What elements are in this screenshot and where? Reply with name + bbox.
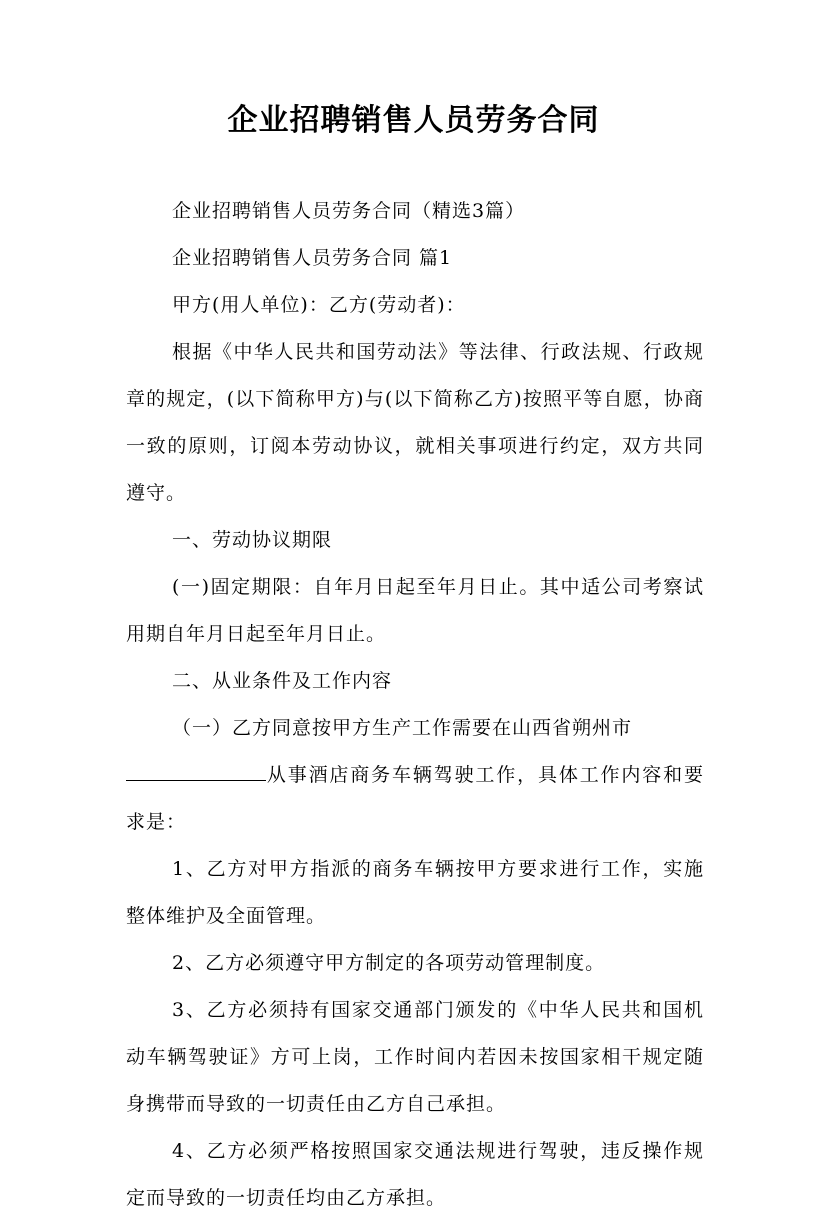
paragraph-9-text: 从事酒店商务车辆驾驶工作，具体工作内容和要求是：: [126, 764, 704, 833]
paragraph-1: 企业招聘销售人员劳务合同（精选3篇）: [172, 200, 526, 222]
paragraph-3: 甲方(用人单位)：乙方(劳动者)：: [172, 294, 466, 316]
paragraph-13: 4、乙方必须严格按照国家交通法规进行驾驶，违反操作规定而导致的一切责任均由乙方承担。: [126, 1140, 704, 1209]
paragraph-5: 一、劳动协议期限: [172, 529, 333, 551]
fill-in-blank: [126, 762, 266, 781]
paragraph-7: 二、从业条件及工作内容: [172, 670, 393, 692]
paragraph-4: 根据《中华人民共和国劳动法》等法律、行政法规、行政规章的规定，(以下简称甲方)与(以下简称乙方)按照平等自愿，协商一致的原则，订阅本劳动协议，就相关事项进行约定，双方共同遵守。: [126, 341, 704, 504]
paragraph-2: 企业招聘销售人员劳务合同 篇1: [172, 247, 453, 269]
paragraph-8: （一）乙方同意按甲方生产工作需要在山西省朔州市: [172, 717, 633, 739]
paragraph-12: 3、乙方必须持有国家交通部门颁发的《中华人民共和国机动车辆驾驶证》方可上岗，工作时间内若因未按国家相干规定随身携带而导致的一切责任由乙方自己承担。: [126, 999, 704, 1115]
paragraph-6: (一)固定期限：自年月日起至年月日止。其中适公司考察试用期自年月日起至年月日止。: [126, 576, 704, 645]
paragraph-11: 2、乙方必须遵守甲方制定的各项劳动管理制度。: [172, 952, 606, 974]
document-title: 企业招聘销售人员劳务合同: [227, 103, 600, 138]
paragraph-9: [126, 752, 704, 846]
paragraph-10: 1、乙方对甲方指派的商务车辆按甲方要求进行工作，实施整体维护及全面管理。: [126, 858, 704, 927]
document-body: [126, 188, 704, 1222]
